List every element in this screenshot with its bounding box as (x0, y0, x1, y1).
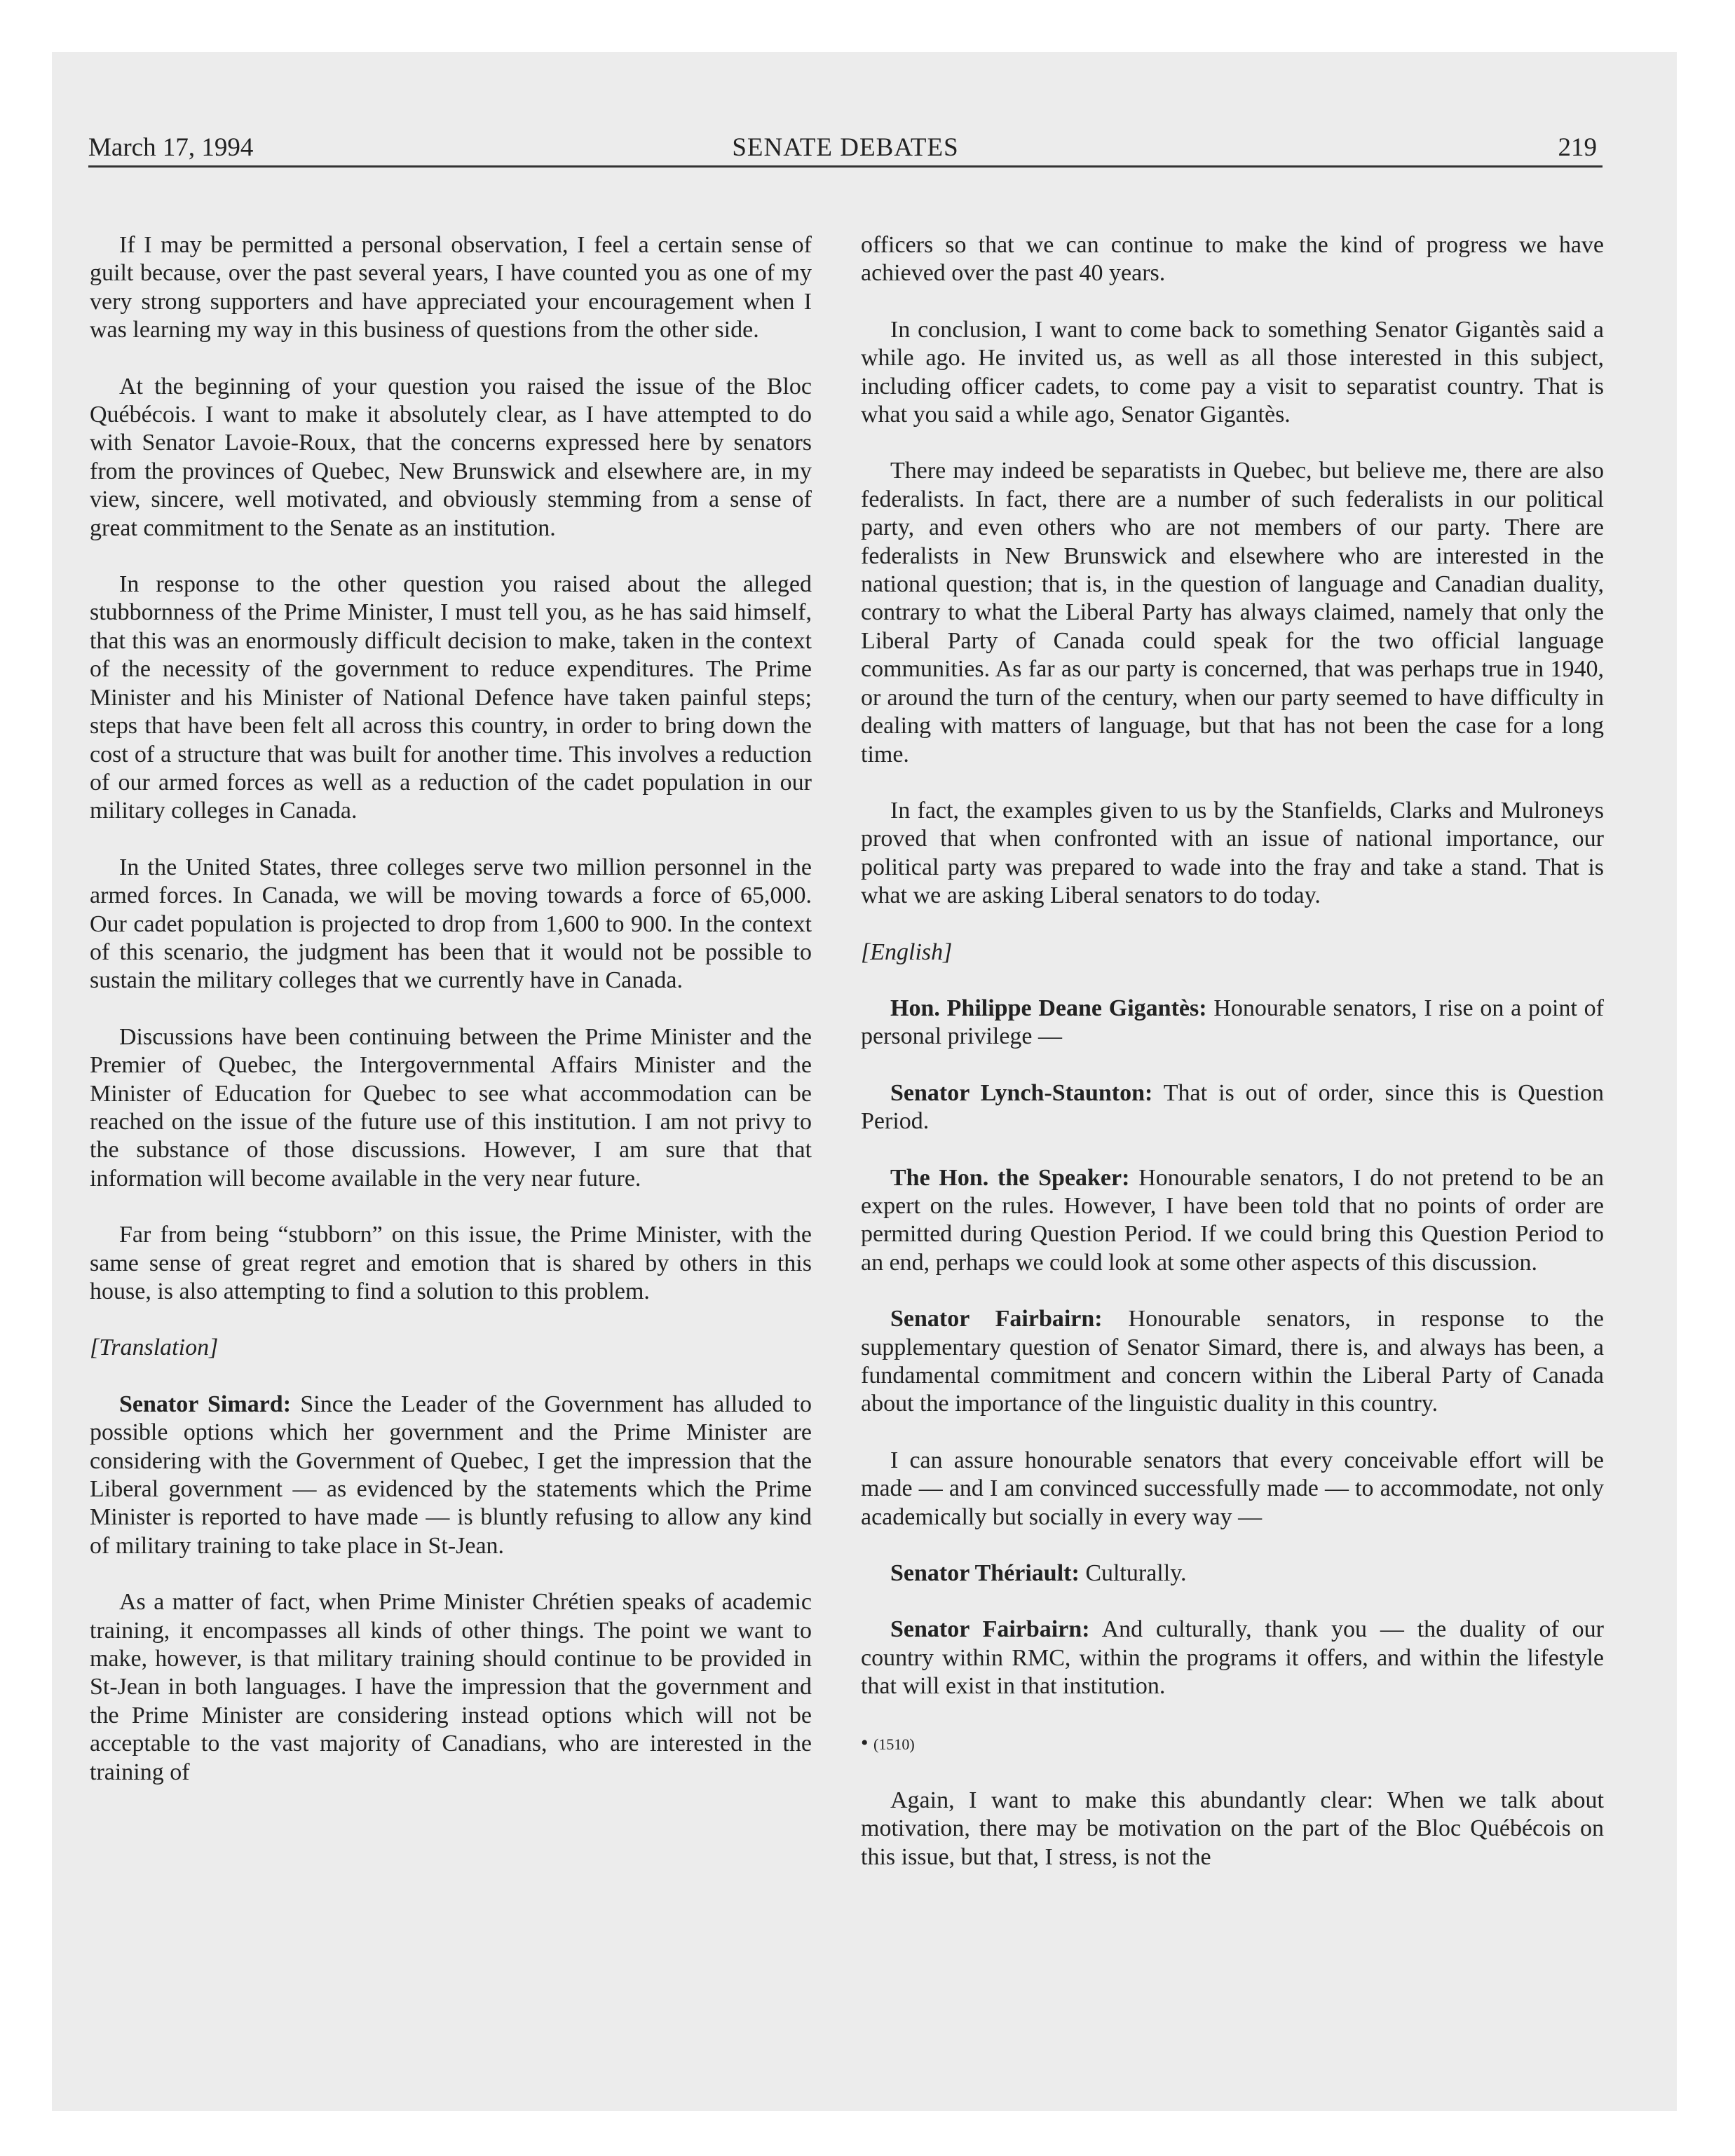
paragraph-text: If I may be permitted a personal observation, I feel a certain sense of guilt because, over the past several years, I have counted you as one of my very strong supporters and have appreciated your encouragement when I was learning my way in this business of questions from the other side. (90, 232, 812, 343)
paragraph-text: Again, I want to make this abundantly clear: When we talk about motivation, there may be motivation on the part of the Bloc Québécois on this issue, but that, I stress, is not the (861, 1787, 1604, 1870)
paragraph-text: Far from being “stubborn” on this issue, the Prime Minister, with the same sense of great regret and emotion that is shared by others in this house, is also attempting to find a solution to this problem. (90, 1222, 812, 1304)
paragraph-text: Culturally. (1079, 1560, 1187, 1587)
paragraph (861, 1787, 1604, 1871)
paragraph (861, 1447, 1604, 1531)
paragraph (861, 995, 1604, 1051)
right-column (861, 231, 1604, 1899)
speaker-name: Senator Fairbairn: (890, 1306, 1103, 1332)
paragraph (90, 854, 812, 995)
paragraph-text: In conclusion, I want to come back to something Senator Gigantès said a while ago. He invited us, as well as all those interested in this subject, including officer cadets, to come pay a visit to separatist country. That is what you said a while ago, Senator Gigantès. (861, 316, 1604, 428)
left-column (90, 231, 812, 1815)
time-marker-label: (1510) (873, 1735, 915, 1753)
paragraph-text: Honourable senators, I rise on a point of personal privilege — (861, 995, 1604, 1050)
paragraph (861, 1079, 1604, 1136)
page-header (88, 130, 1603, 168)
paragraph-text: Honourable senators, in response to the supplementary question of Senator Simard, there is, and always has been, a fundamental commitment and concern within the Liberal Party of Canada about the importance of the linguistic duality in this country. (861, 1306, 1604, 1417)
paragraph (861, 316, 1604, 430)
paragraph (861, 1164, 1604, 1278)
header-title: SENATE DEBATES (732, 133, 959, 162)
speaker-name: Hon. Philippe Deane Gigantès: (890, 995, 1207, 1021)
paragraph-text: That is out of order, since this is Question Period. (861, 1079, 1604, 1135)
paragraph (90, 231, 812, 345)
paragraph-text: In fact, the examples given to us by the Stanfields, Clarks and Mulroneys proved that when confronted with an issue of national importance, our political party was prepared to wade into the fray and take a stand. That is what we are asking Liberal senators to do today. (861, 797, 1604, 909)
paragraph (90, 1221, 812, 1306)
paragraph (90, 1023, 812, 1193)
speaker-name: The Hon. the Speaker: (890, 1164, 1130, 1191)
paragraph (861, 457, 1604, 768)
paragraph (861, 1616, 1604, 1700)
paragraph (861, 231, 1604, 288)
paragraph (861, 1305, 1604, 1419)
paragraph (861, 797, 1604, 910)
paragraph-text: There may indeed be separatists in Quebec, but believe me, there are also federalists. In fact, there are a number of such federalists in our political party, and even others who are not members of our party. There are federalists in New Brunswick and elsewhere who are interested in the national question; that is, in the question of language and Canadian duality, contrary to what the Liberal Party has always claimed, namely that only the Liberal Party of Canada could speak for the two official language communities. As far as our party is concerned, that was perhaps true in 1940, or around the turn of the century, when our party seemed to have difficulty in dealing with matters of language, but that has not been the case for a long time. (861, 458, 1604, 767)
paragraph-text: Since the Leader of the Government has alluded to possible options which her government and the Prime Minister are considering with the Government of Quebec, I get the impression that the Liberal government — as evidenced by the statements which the Prime Minister is reported to have made — is bluntly refusing to allow any kind of military training to take place in St-Jean. (90, 1391, 812, 1559)
paragraph-text: I can assure honourable senators that every conceivable effort will be made — and I am convinced successfully made — to accommodate, not only academically but socially in every way — (861, 1447, 1604, 1530)
paragraph-text: At the beginning of your question you raised the issue of the Bloc Québécois. I want to make it absolutely clear, as I have attempted to do with Senator Lavoie-Roux, that the concerns expressed here by senators from the provinces of Quebec, New Brunswick and elsewhere are, in my view, sincere, well motivated, and obviously stemming from a sense of great commitment to the Senate as an institution. (90, 373, 812, 541)
page-number: 219 (1558, 133, 1597, 162)
time-marker (861, 1729, 1604, 1759)
speaker-name: Senator Thériault: (890, 1560, 1080, 1587)
paragraph-text: Honourable senators, I do not pretend to be an expert on the rules. However, I have been told that no points of order are permitted during Question Period. If we could bring this Question Period to an end, perhaps we could look at some other aspects of this discussion. (861, 1164, 1605, 1276)
speaker-name: Senator Simard: (119, 1391, 292, 1417)
paragraph-text: In response to the other question you raised about the alleged stubbornness of the Prime Minister, I must tell you, as he has said himself, that this was an enormously difficult decision to make, taken in the context of the necessity of the government to reduce expenditures. The Prime Minister and his Minister of National Defence have taken painful steps; steps that have been felt all across this country, in order to bring down the cost of a structure that was built for another time. This involves a reduction of our armed forces as well as a reduction of the cadet population in our military colleges in Canada. (90, 571, 812, 824)
paragraph-text: In the United States, three colleges serve two million personnel in the armed forces. In Canada, we will be moving towards a force of 65,000. Our cadet population is projected to drop from 1,600 to 900. In the context of this scenario, the judgment has been that it would not be possible to sustain the military colleges that we currently have in Canada. (90, 854, 812, 994)
paragraph-text: Discussions have been continuing between the Prime Minister and the Premier of Quebec, the Intergovernmental Affairs Minister and the Minister of Education for Quebec to see what accommodation can be reached on the issue of the future use of this institution. I am not privy to the substance of those discussions. However, I am sure that that information will become available in the very near future. (90, 1023, 812, 1192)
paragraph-text: As a matter of fact, when Prime Minister Chrétien speaks of academic training, it encompasses all kinds of other things. The point we want to make, however, is that military training should continue to be provided in St-Jean in both languages. I have the impression that the government and the Prime Minister are considering instead options which will not be acceptable to the vast majority of Canadians, who are interested in the training of (90, 1589, 812, 1785)
language-tag: [Translation] (90, 1335, 219, 1361)
paragraph (90, 1588, 812, 1787)
paragraph (90, 373, 812, 543)
paragraph (90, 571, 812, 826)
speaker-name: Senator Lynch-Staunton: (890, 1079, 1153, 1106)
bullet-icon: • (861, 1731, 874, 1754)
language-tag: [English] (861, 939, 953, 965)
paragraph (90, 1391, 812, 1560)
paragraph (861, 1560, 1604, 1588)
paragraph-text: officers so that we can continue to make the kind of progress we have achieved over the past 40 years. (861, 232, 1604, 287)
paragraph-text: And culturally, thank you — the duality of our country within RMC, within the programs it offers, and within the lifestyle that will exist in that institution. (861, 1616, 1604, 1700)
speaker-name: Senator Fairbairn: (890, 1616, 1090, 1643)
header-date: March 17, 1994 (88, 133, 254, 162)
